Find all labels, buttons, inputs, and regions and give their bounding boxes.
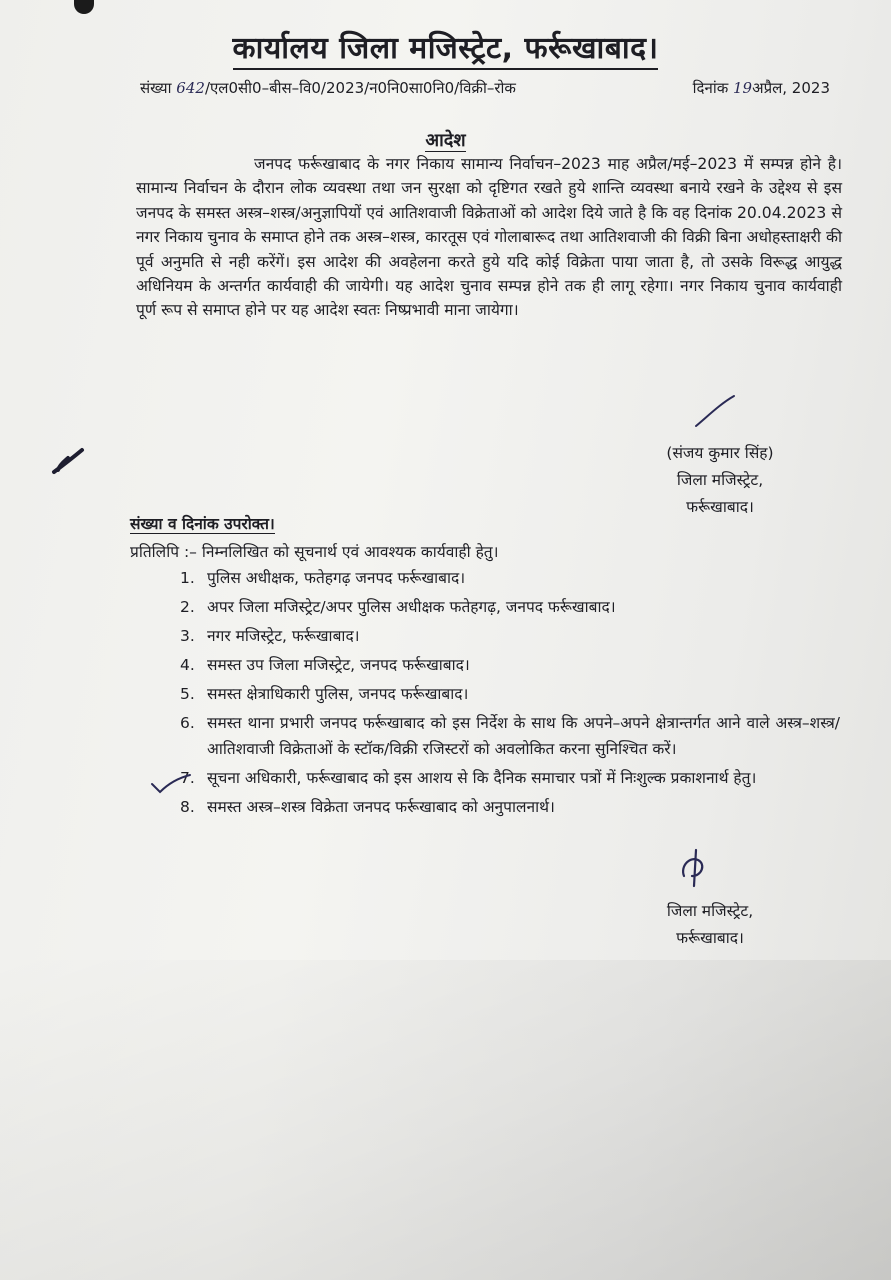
signatory-block-2 xyxy=(610,898,810,952)
reference-prefix: संख्या xyxy=(140,79,172,97)
order-heading xyxy=(0,128,891,152)
list-item xyxy=(180,681,840,707)
signatory-designation: जिला मजिस्ट्रेट, xyxy=(676,471,764,489)
office-title xyxy=(0,26,891,67)
signatory-place: फर्रूखाबाद। xyxy=(686,498,754,516)
date-month-year: अप्रैल, 2023 xyxy=(752,79,830,97)
list-item-text: नगर मजिस्ट्रेट, फर्रूखाबाद। xyxy=(207,627,360,645)
signatory-2-place: फर्रूखाबाद। xyxy=(676,929,744,947)
margin-ink-mark xyxy=(48,444,92,478)
signatory-block xyxy=(620,440,820,521)
signature-mark xyxy=(690,392,740,432)
list-item-text: पुलिस अधीक्षक, फतेहगढ़ जनपद फर्रूखाबाद। xyxy=(207,569,466,587)
order-heading-text: आदेश xyxy=(425,130,466,151)
list-item-number: 2. xyxy=(180,598,195,616)
date-label: दिनांक xyxy=(692,79,729,97)
list-item xyxy=(180,594,840,620)
list-item-text: अपर जिला मजिस्ट्रेट/अपर पुलिस अधीक्षक फतेहगढ़, जनपद फर्रूखाबाद। xyxy=(207,598,616,616)
tick-mark xyxy=(148,772,194,796)
list-item-number: 8. xyxy=(180,798,195,816)
list-item xyxy=(180,565,840,591)
list-item xyxy=(180,652,840,678)
list-item-text: सूचना अधिकारी, फर्रूखाबाद को इस आशय से कि दैनिक समाचार पत्रों में निःशुल्क प्रकाशनार्थ हेतु। xyxy=(207,769,757,787)
reference-subline-text: संख्या व दिनांक उपरोक्त। xyxy=(130,515,275,533)
date-day: 19 xyxy=(733,79,753,97)
list-item-number: 1. xyxy=(180,569,195,587)
reference-code: /एल0सी0–बीस–वि0/2023/न0नि0सा0नि0/विक्री–रोक xyxy=(204,79,516,97)
paper-shadow xyxy=(0,960,891,1280)
list-item-text: समस्त थाना प्रभारी जनपद फर्रूखाबाद को इस निर्देश के साथ कि अपने–अपने क्षेत्रान्तर्गत आने वाले अस्त्र–शस्त्र/आतिशवाजी विक्रेताओं के स्टॉक/विक्री रजिस्टरों को अवलोकित करना सुनिश्चित करें। xyxy=(207,714,840,758)
list-item xyxy=(180,710,840,762)
list-item-number: 7. xyxy=(180,769,195,787)
reference-subline xyxy=(130,512,275,534)
list-item-number: 6. xyxy=(180,714,195,732)
copy-list xyxy=(180,565,840,823)
punch-mark xyxy=(74,0,94,14)
reference-number: 642 xyxy=(176,79,205,97)
reference-date xyxy=(693,78,830,98)
initials-signature xyxy=(676,846,716,890)
list-item xyxy=(180,794,840,820)
office-title-text: कार्यालय जिला मजिस्ट्रेट, फर्रूखाबाद। xyxy=(233,31,659,70)
list-item-text: समस्त उप जिला मजिस्ट्रेट, जनपद फर्रूखाबाद। xyxy=(207,656,470,674)
list-item xyxy=(180,765,840,791)
list-item-number: 5. xyxy=(180,685,195,703)
order-body: जनपद फर्रूखाबाद के नगर निकाय सामान्य निर्वाचन–2023 माह अप्रैल/मई–2023 में सम्पन्न होने है। सामान्य निर्वाचन के दौरान लोक व्यवस्था तथा जन सुरक्षा को दृष्टिगत रखते हुये शान्ति व्यवस्था बनाये रखने के उद्देश्य से इस जनपद के समस्त अस्त्र–शस्त्र/अनुज्ञापियों एवं आतिशवाजी विक्रेताओं को आदेश दिये जाते है कि वह दिनांक 20.04.2023 से नगर निकाय चुनाव के समाप्त होने तक अस्त्र–शस्त्र, कारतूस एवं गोलाबारूद तथा आतिशवाजी की विक्री बिना अधोहस्ताक्षरी की पूर्व अनुमति से नही करेंगें। इस आदेश की अवहेलना करते हुये यदि कोई विक्रेता पाया जाता है, तो उसके विरूद्ध आयुद्ध अधिनियम के अन्तर्गत कार्यवाही की जायेगी। यह आदेश चुनाव सम्पन्न होने तक ही लागू रहेगा। नगर निकाय चुनाव कार्यवाही पूर्ण रूप से समाप्त होने पर यह आदेश स्वतः निष्प्रभावी माना जायेगा। xyxy=(136,155,842,320)
copy-intro: प्रतिलिपि :– निम्नलिखित को सूचनार्थ एवं आवश्यक कार्यवाही हेतु। xyxy=(130,543,499,561)
list-item-text: समस्त अस्त्र–शस्त्र विक्रेता जनपद फर्रूखाबाद को अनुपालनार्थ। xyxy=(207,798,555,816)
list-item-number: 3. xyxy=(180,627,195,645)
list-item-text: समस्त क्षेत्राधिकारी पुलिस, जनपद फर्रूखाबाद। xyxy=(207,685,469,703)
list-item xyxy=(180,623,840,649)
signatory-2-designation: जिला मजिस्ट्रेट, xyxy=(666,902,754,920)
signatory-name: (संजय कुमार सिंह) xyxy=(666,444,774,462)
list-item-number: 4. xyxy=(180,656,195,674)
reference-line xyxy=(140,78,840,98)
